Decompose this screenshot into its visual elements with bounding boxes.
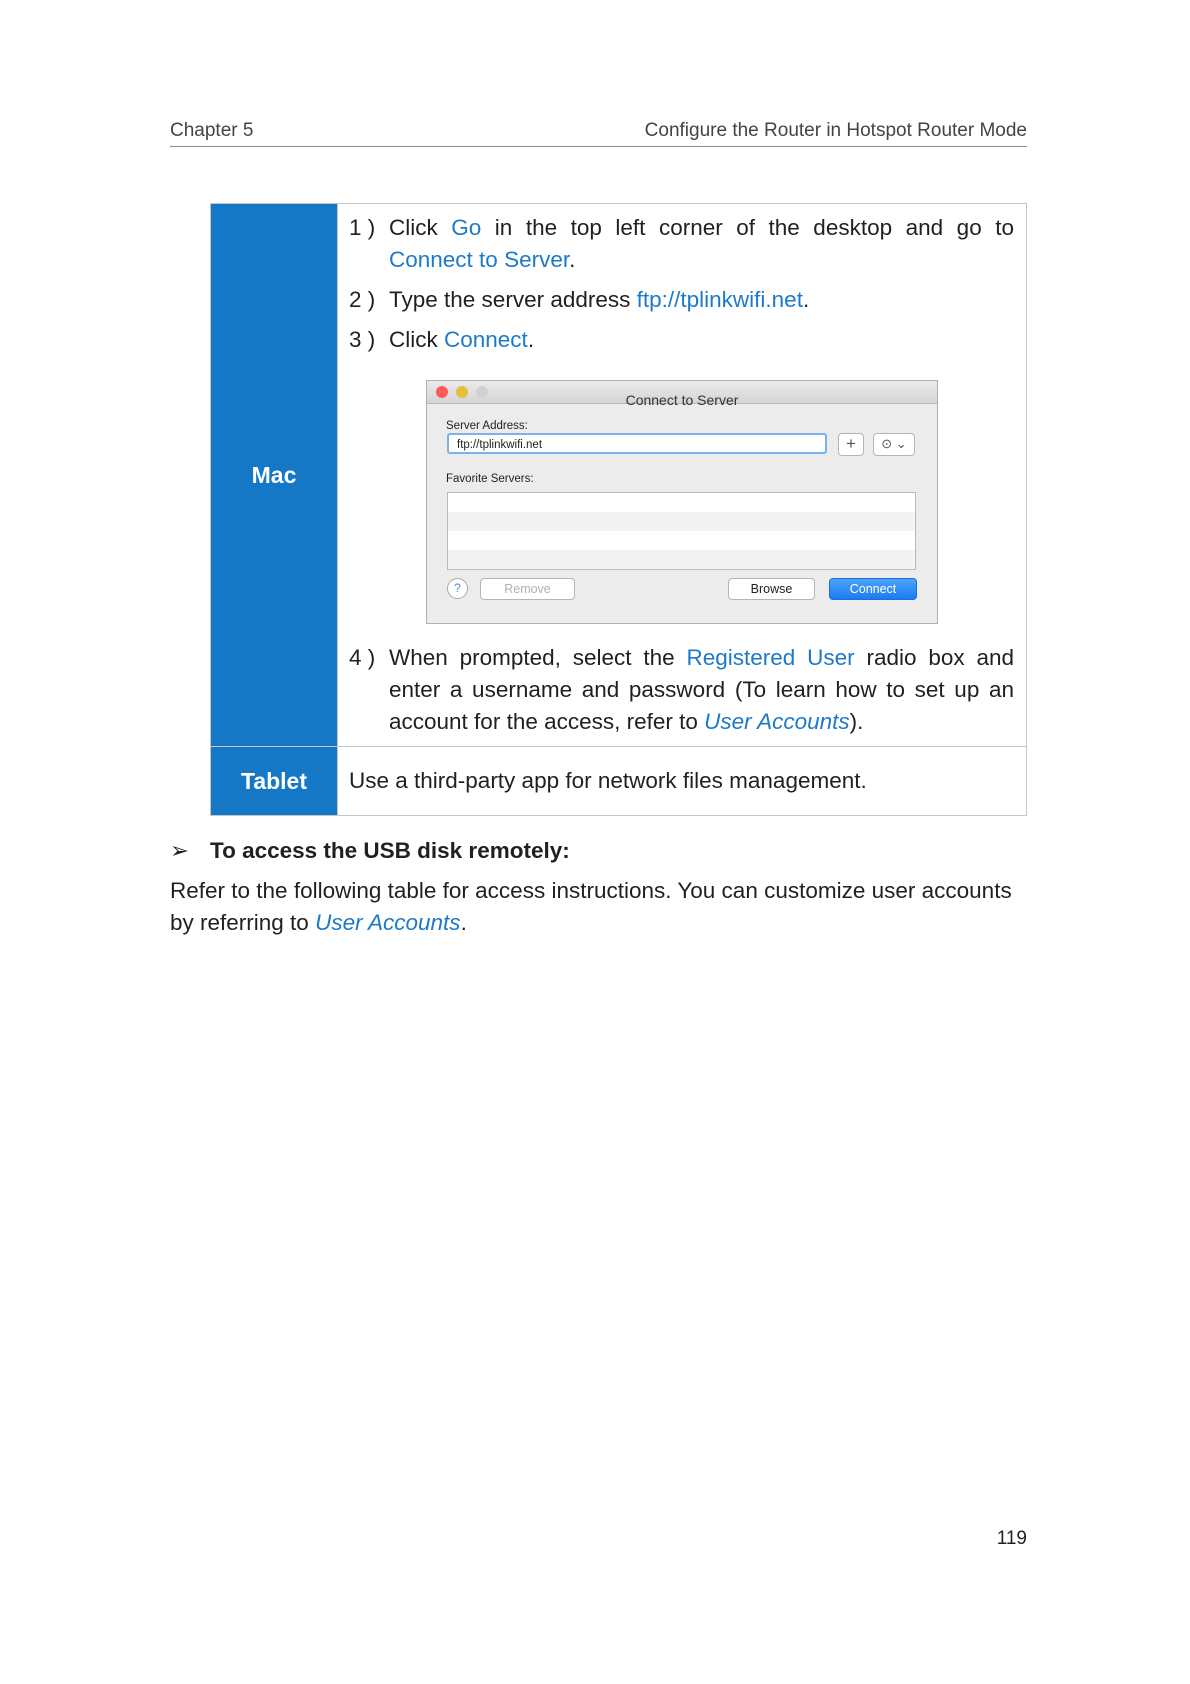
- user-accounts-link[interactable]: User Accounts: [704, 709, 850, 734]
- chapter-label: Chapter 5: [170, 120, 254, 141]
- list-item[interactable]: [448, 531, 915, 550]
- step-number: 2 ): [349, 287, 376, 312]
- connect-button[interactable]: Connect: [829, 578, 917, 600]
- section-paragraph: Refer to the following table for access instructions. You can customize user accounts by referring to User Accounts.: [170, 878, 1012, 935]
- connect-to-server-dialog: [426, 380, 938, 624]
- go-link[interactable]: Go: [451, 215, 482, 240]
- list-item[interactable]: [448, 512, 915, 531]
- recent-servers-button[interactable]: ⊙ ⌄: [873, 433, 915, 456]
- arrow-bullet-icon: ➢: [170, 838, 189, 863]
- os-instructions-table: [210, 203, 1027, 816]
- step-4: [349, 642, 1014, 738]
- user-accounts-link[interactable]: User Accounts: [315, 910, 461, 935]
- list-item[interactable]: [448, 493, 915, 512]
- step-text: Click Connect.: [389, 327, 535, 352]
- server-address-input[interactable]: ftp://tplinkwifi.net: [447, 433, 827, 454]
- dialog-title: Connect to Server: [625, 392, 739, 408]
- mac-instructions: [338, 204, 1027, 747]
- section-heading: [170, 838, 570, 864]
- connect-link[interactable]: Connect: [444, 327, 528, 352]
- step-text: Click Go in the top left corner of the desktop and go to Connect to Server.: [389, 215, 1014, 272]
- step-2: [349, 284, 1014, 316]
- chapter-title: Configure the Router in Hotspot Router Mode: [644, 120, 1027, 141]
- step-3: [349, 324, 1014, 356]
- page-number: 119: [996, 1528, 1027, 1549]
- list-item[interactable]: [448, 550, 915, 569]
- server-address-link[interactable]: ftp://tplinkwifi.net: [636, 287, 803, 312]
- step-number: 4 ): [349, 645, 376, 670]
- dialog-titlebar: [427, 381, 937, 408]
- os-label-tablet: Tablet: [211, 747, 338, 816]
- add-favorite-button[interactable]: +: [838, 433, 864, 456]
- favorite-servers-list[interactable]: [447, 492, 916, 570]
- remove-button[interactable]: Remove: [480, 578, 575, 600]
- step-number: 3 ): [349, 327, 376, 352]
- table-row-tablet: [211, 747, 1027, 816]
- registered-user-link[interactable]: Registered User: [686, 645, 855, 670]
- server-address-label: Server Address:: [446, 420, 528, 432]
- step-1: [349, 212, 1014, 276]
- step-text: Type the server address ftp://tplinkwifi.net.: [389, 287, 810, 312]
- section-heading-text: To access the USB disk remotely:: [210, 838, 570, 863]
- tablet-instructions: Use a third-party app for network files management.: [338, 747, 1027, 816]
- step-text: When prompted, select the Registered User radio box and enter a username and password (To learn how to set up an account for the access, refer to User Accounts).: [389, 645, 1014, 734]
- help-button[interactable]: ?: [447, 578, 468, 599]
- page-header: [170, 118, 1027, 147]
- step-number: 1 ): [349, 215, 376, 240]
- os-label-mac: Mac: [211, 204, 338, 747]
- table-row-mac: [211, 204, 1027, 747]
- browse-button[interactable]: Browse: [728, 578, 815, 600]
- favorite-servers-label: Favorite Servers:: [446, 473, 534, 485]
- connect-to-server-link[interactable]: Connect to Server: [389, 247, 570, 272]
